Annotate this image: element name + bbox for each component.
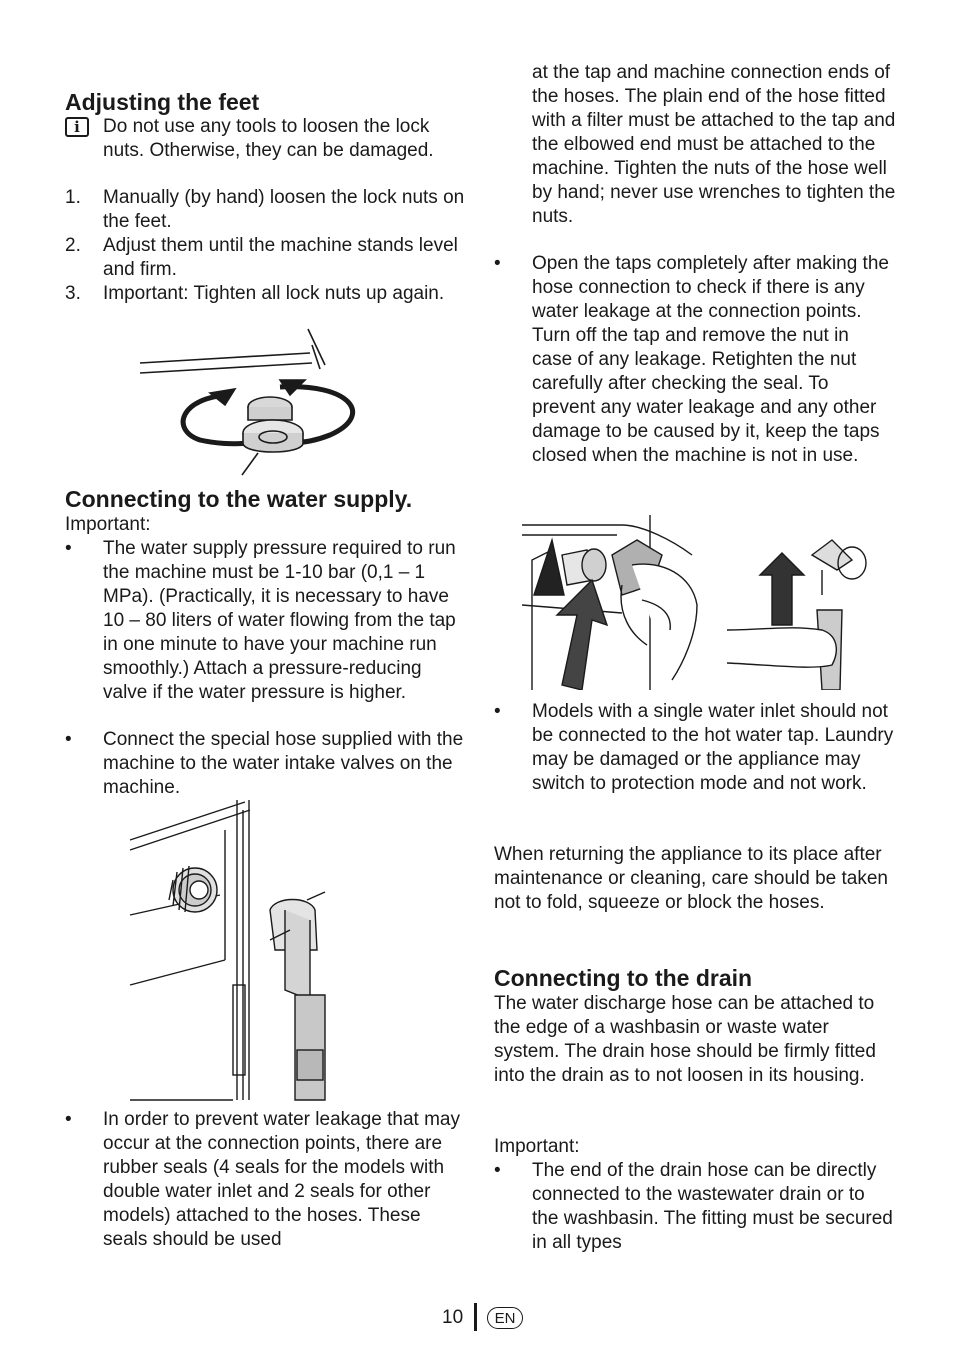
step-number: 2. — [65, 235, 81, 256]
tap-connection-illustration — [522, 515, 872, 690]
continuation-text: at the tap and machine connection ends of the hoses. The plain end of the hose fitted with a filter must be attached to the tap and the elbowed end must be attached to the machine. Tighten the nuts of the hose well by hand; never use wrenches to tighten the nuts. — [532, 62, 896, 227]
bullet-seals — [65, 1108, 465, 1252]
bullet-drain-end — [494, 1159, 894, 1255]
bullet-hose — [65, 728, 465, 800]
info-note-text: Do not use any tools to loosen the lock nuts. Otherwise, they can be damaged. — [103, 116, 434, 161]
step-2 — [65, 234, 465, 282]
bullet-text: Models with a single water inlet should not be connected to the hot water tap. Laundry may be damaged or the appliance may switch to protection mode and not work. — [532, 701, 894, 794]
bullet-pressure — [65, 537, 465, 705]
drain-text: The water discharge hose can be attached to the edge of a washbasin or waste water system. The drain hose should be firmly fitted into the drain as to not loosen in its housing. — [494, 993, 876, 1086]
bullet-icon: • — [494, 253, 501, 274]
drain-important-label: Important: — [494, 1136, 580, 1157]
returning-text: When returning the appliance to its place after maintenance or cleaning, care should be taken not to fold, squeeze or block the hoses. — [494, 844, 888, 913]
language-badge: EN — [487, 1307, 523, 1329]
bullet-icon: • — [65, 729, 72, 750]
bullet-text: Connect the special hose supplied with the machine to the water intake valves on the machine. — [103, 729, 464, 798]
step-1 — [65, 186, 465, 234]
heading-adjusting-feet: Adjusting the feet — [65, 89, 260, 115]
bullet-icon: • — [65, 538, 72, 559]
step-number: 3. — [65, 283, 81, 304]
step-text: Important: Tighten all lock nuts up again. — [103, 283, 445, 304]
page-number: 10 — [442, 1307, 464, 1328]
bullet-icon: • — [494, 1160, 501, 1181]
info-icon: i — [65, 117, 89, 137]
bullet-icon: • — [494, 701, 501, 722]
bullet-text: The water supply pressure required to run the machine must be 1-10 bar (0,1 – 1 MPa). (Practically, it is necessary to have 10 – 80 liters of water flowing from the tap in one minute to have your machine run smoothly.) Attach a pressure-reducing valve if the water pressure is higher. — [103, 538, 456, 703]
bullet-single-inlet — [494, 700, 894, 796]
step-text: Manually (by hand) loosen the lock nuts on the feet. — [103, 187, 465, 232]
feet-illustration — [130, 325, 370, 480]
info-note — [65, 115, 465, 163]
step-text: Adjust them until the machine stands level and firm. — [103, 235, 458, 280]
heading-water-supply: Connecting to the water supply. — [65, 486, 413, 512]
bullet-icon: • — [65, 1109, 72, 1130]
footer-divider — [474, 1303, 477, 1331]
bullet-text: Open the taps completely after making the hose connection to check if there is any water leakage at the connection points. Turn off the tap and remove the nut in case of any leakage. Retighten the nut carefully after checking the seal. To prevent any water leakage and any other damage to be caused by it, keep the taps closed when the machine is not in use. — [532, 253, 889, 466]
important-label: Important: — [65, 514, 151, 535]
inlet-illustration — [125, 800, 340, 1105]
bullet-text: The end of the drain hose can be directly connected to the wastewater drain or to the washbasin. The fitting must be secured in all types — [532, 1160, 893, 1253]
bullet-text: In order to prevent water leakage that may occur at the connection points, there are rubber seals (4 seals for the models with double water inlet and 2 seals for other models) attached to the hoses. These seals should be used — [103, 1109, 460, 1250]
heading-drain: Connecting to the drain — [494, 965, 753, 991]
step-number: 1. — [65, 187, 81, 208]
step-3 — [65, 282, 465, 306]
bullet-open-taps — [494, 252, 894, 468]
